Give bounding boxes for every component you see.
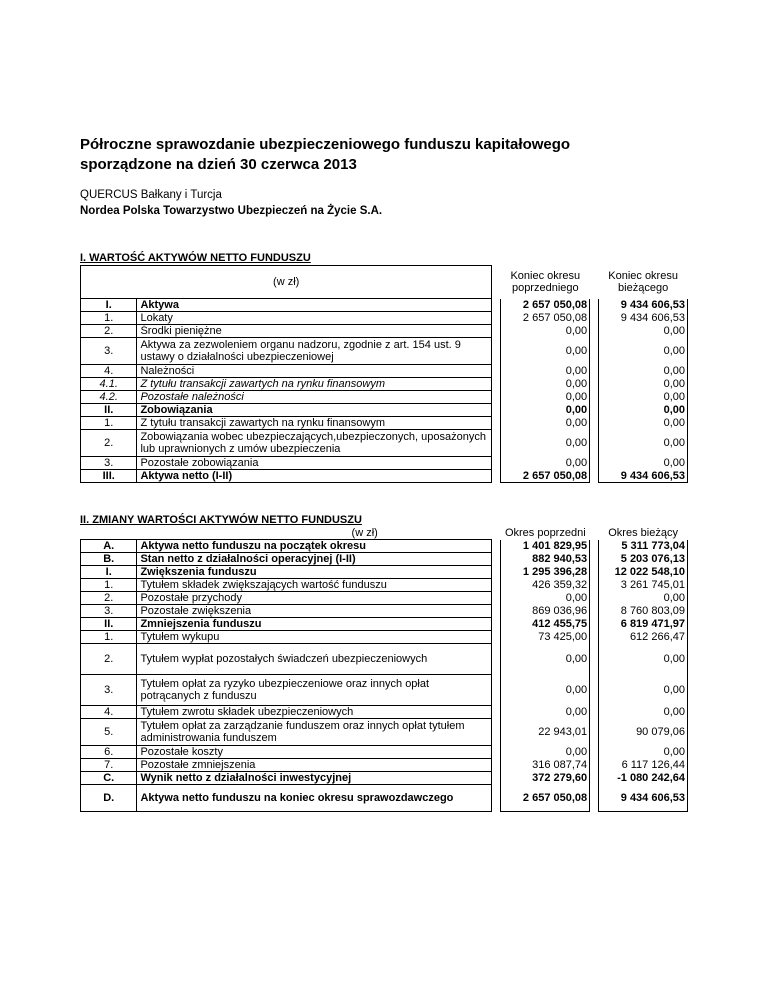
s1-row-prev: 0,00 (501, 338, 590, 365)
s2-row-curr: 90 079,06 (599, 719, 688, 746)
s2-row-num: C. (81, 772, 137, 785)
s1-row-num: 3. (81, 457, 137, 470)
s1-row-curr: 0,00 (599, 417, 688, 430)
s1-row-num: 3. (81, 338, 137, 365)
s1-row-curr: 0,00 (599, 325, 688, 338)
s2-row-prev: 412 455,75 (501, 618, 590, 631)
fund-name: QUERCUS Bałkany i Turcja (80, 189, 222, 201)
s2-row-prev: 22 943,01 (501, 719, 590, 746)
s2-row-curr: 0,00 (599, 706, 688, 719)
report-title (80, 135, 640, 175)
s2-row-prev: 1 401 829,95 (501, 540, 590, 553)
s2-row-num: 3. (81, 675, 137, 706)
s2-row-label: Stan netto z działalności operacyjnej (I-II) (137, 553, 492, 566)
s2-row-label: Aktywa netto funduszu na początek okresu (137, 540, 492, 553)
report-title-line2: sporządzone na dzień 30 czerwca 2013 (80, 156, 357, 173)
s1-row-label: Z tytułu transakcji zawartych na rynku finansowym (137, 378, 492, 391)
s1-row-label: Pozostałe należności (137, 391, 492, 404)
s1-row-num: III. (81, 470, 137, 483)
s2-row-label: Wynik netto z działalności inwestycyjnej (137, 772, 492, 785)
s2-row-prev: 0,00 (501, 706, 590, 719)
s1-row-label: Środki pieniężne (137, 325, 492, 338)
s2-row-prev: 0,00 (501, 675, 590, 706)
s2-row-curr: 612 266,47 (599, 631, 688, 644)
s2-row-label: Tytułem opłat za ryzyko ubezpieczeniowe oraz innych opłat potrącanych z funduszu (137, 675, 492, 706)
s2-row-label: Pozostałe zwiększenia (137, 605, 492, 618)
s1-row-num: I. (81, 299, 137, 312)
s1-row-num: II. (81, 404, 137, 417)
s2-row-prev: 0,00 (501, 592, 590, 605)
s2-row-curr: 6 117 126,44 (599, 759, 688, 772)
s2-row-num: 6. (81, 746, 137, 759)
s1-row-curr: 9 434 606,53 (599, 312, 688, 325)
s1-row-label: Z tytułu transakcji zawartych na rynku finansowym (137, 417, 492, 430)
s2-row-prev: 0,00 (501, 644, 590, 675)
s2-row-num: 7. (81, 759, 137, 772)
s2-row-label: Pozostałe koszty (137, 746, 492, 759)
s2-row-label: Pozostałe zmniejszenia (137, 759, 492, 772)
section2-title: II. ZMIANY WARTOŚCI AKTYWÓW NETTO FUNDUSZU (80, 514, 362, 526)
s2-row-label: Zmniejszenia funduszu (137, 618, 492, 631)
s1-row-label: Należności (137, 365, 492, 378)
section2-col1-header: Okres poprzedni (504, 527, 586, 540)
s2-row-num: D. (81, 785, 137, 812)
s2-row-prev: 426 359,32 (501, 579, 590, 592)
report-title-line1: Półroczne sprawozdanie ubezpieczeniowego funduszu kapitałowego (80, 136, 571, 153)
s2-row-curr: 6 819 471,97 (599, 618, 688, 631)
section2-col2-header: Okres bieżący (608, 527, 678, 540)
s1-row-curr: 0,00 (599, 365, 688, 378)
s1-row-label: Zobowiązania (137, 404, 492, 417)
s1-row-curr: 0,00 (599, 378, 688, 391)
s2-row-num: 2. (81, 592, 137, 605)
s2-row-label: Tytułem składek zwiększających wartość funduszu (137, 579, 492, 592)
s2-row-prev: 1 295 396,28 (501, 566, 590, 579)
s2-row-num: 1. (81, 631, 137, 644)
s1-row-curr: 0,00 (599, 338, 688, 365)
s2-row-num: A. (81, 540, 137, 553)
s2-row-curr: -1 080 242,64 (599, 772, 688, 785)
section1-col2-header: Koniec okresu bieżącego (608, 270, 678, 294)
s2-row-num: 4. (81, 706, 137, 719)
s1-row-num: 4.1. (81, 378, 137, 391)
s2-row-label: Tytułem opłat za zarządzanie funduszem oraz innych opłat tytułem administrowania funduszem (137, 719, 492, 746)
s2-row-prev: 372 279,60 (501, 772, 590, 785)
s2-row-prev: 316 087,74 (501, 759, 590, 772)
s1-row-prev: 0,00 (501, 404, 590, 417)
s1-row-prev: 2 657 050,08 (501, 299, 590, 312)
s1-row-curr: 0,00 (599, 457, 688, 470)
s1-row-curr: 0,00 (599, 430, 688, 457)
s1-row-prev: 2 657 050,08 (501, 470, 590, 483)
section1-table (80, 265, 688, 483)
s2-row-prev: 0,00 (501, 746, 590, 759)
s1-row-num: 1. (81, 312, 137, 325)
section1-unit: (w zł) (81, 266, 492, 299)
s1-row-prev: 0,00 (501, 325, 590, 338)
s2-row-label: Pozostałe przychody (137, 592, 492, 605)
s2-row-curr: 12 022 548,10 (599, 566, 688, 579)
s2-row-num: B. (81, 553, 137, 566)
s1-row-num: 4.2. (81, 391, 137, 404)
s1-row-num: 4. (81, 365, 137, 378)
s1-row-prev: 0,00 (501, 417, 590, 430)
insurer-name: Nordea Polska Towarzystwo Ubezpieczeń na Życie S.A. (80, 205, 383, 217)
s2-row-curr: 5 203 076,13 (599, 553, 688, 566)
s2-row-num: 2. (81, 644, 137, 675)
s1-row-label: Pozostałe zobowiązania (137, 457, 492, 470)
s2-row-curr: 0,00 (599, 746, 688, 759)
s1-row-curr: 9 434 606,53 (599, 470, 688, 483)
s2-row-curr: 0,00 (599, 644, 688, 675)
s1-row-num: 1. (81, 417, 137, 430)
s2-row-curr: 0,00 (599, 675, 688, 706)
s2-row-prev: 73 425,00 (501, 631, 590, 644)
s1-row-prev: 0,00 (501, 457, 590, 470)
section2-unit: (w zł) (351, 527, 378, 539)
s1-row-prev: 0,00 (501, 378, 590, 391)
s2-row-label: Aktywa netto funduszu na koniec okresu sprawozdawczego (137, 785, 492, 812)
s1-row-num: 2. (81, 430, 137, 457)
s2-row-label: Zwiększenia funduszu (137, 566, 492, 579)
s1-row-label: Aktywa netto (I-II) (137, 470, 492, 483)
s1-row-prev: 0,00 (501, 430, 590, 457)
s1-row-label: Lokaty (137, 312, 492, 325)
s1-row-curr: 9 434 606,53 (599, 299, 688, 312)
s1-row-label: Aktywa za zezwoleniem organu nadzoru, zgodnie z art. 154 ust. 9 ustawy o działalności ubezpieczeniowej (137, 338, 492, 365)
s2-row-num: 5. (81, 719, 137, 746)
s2-row-label: Tytułem wypłat pozostałych świadczeń ubezpieczeniowych (137, 644, 492, 675)
s2-row-curr: 0,00 (599, 592, 688, 605)
s1-row-curr: 0,00 (599, 391, 688, 404)
s2-row-curr: 9 434 606,53 (599, 785, 688, 812)
s2-row-num: 3. (81, 605, 137, 618)
s1-row-prev: 2 657 050,08 (501, 312, 590, 325)
s2-row-curr: 5 311 773,04 (599, 540, 688, 553)
s1-row-label: Zobowiązania wobec ubezpieczających,ubezpieczonych, uposażonych lub uprawnionych z umów ubezpieczenia (137, 430, 492, 457)
company-info (80, 187, 382, 219)
s2-row-curr: 3 261 745,01 (599, 579, 688, 592)
s1-row-label: Aktywa (137, 299, 492, 312)
s2-row-num: II. (81, 618, 137, 631)
s1-row-num: 2. (81, 325, 137, 338)
section1-col1-header: Koniec okresu poprzedniego (510, 270, 581, 294)
s2-row-prev: 869 036,96 (501, 605, 590, 618)
s2-row-label: Tytułem zwrotu składek ubezpieczeniowych (137, 706, 492, 719)
s2-row-label: Tytułem wykupu (137, 631, 492, 644)
section2-table (80, 527, 688, 812)
s2-row-num: 1. (81, 579, 137, 592)
s1-row-prev: 0,00 (501, 391, 590, 404)
s2-row-curr: 8 760 803,09 (599, 605, 688, 618)
s1-row-curr: 0,00 (599, 404, 688, 417)
s1-row-prev: 0,00 (501, 365, 590, 378)
section1-title: I. WARTOŚĆ AKTYWÓW NETTO FUNDUSZU (80, 252, 311, 264)
s2-row-prev: 2 657 050,08 (501, 785, 590, 812)
s2-row-num: I. (81, 566, 137, 579)
s2-row-prev: 882 940,53 (501, 553, 590, 566)
